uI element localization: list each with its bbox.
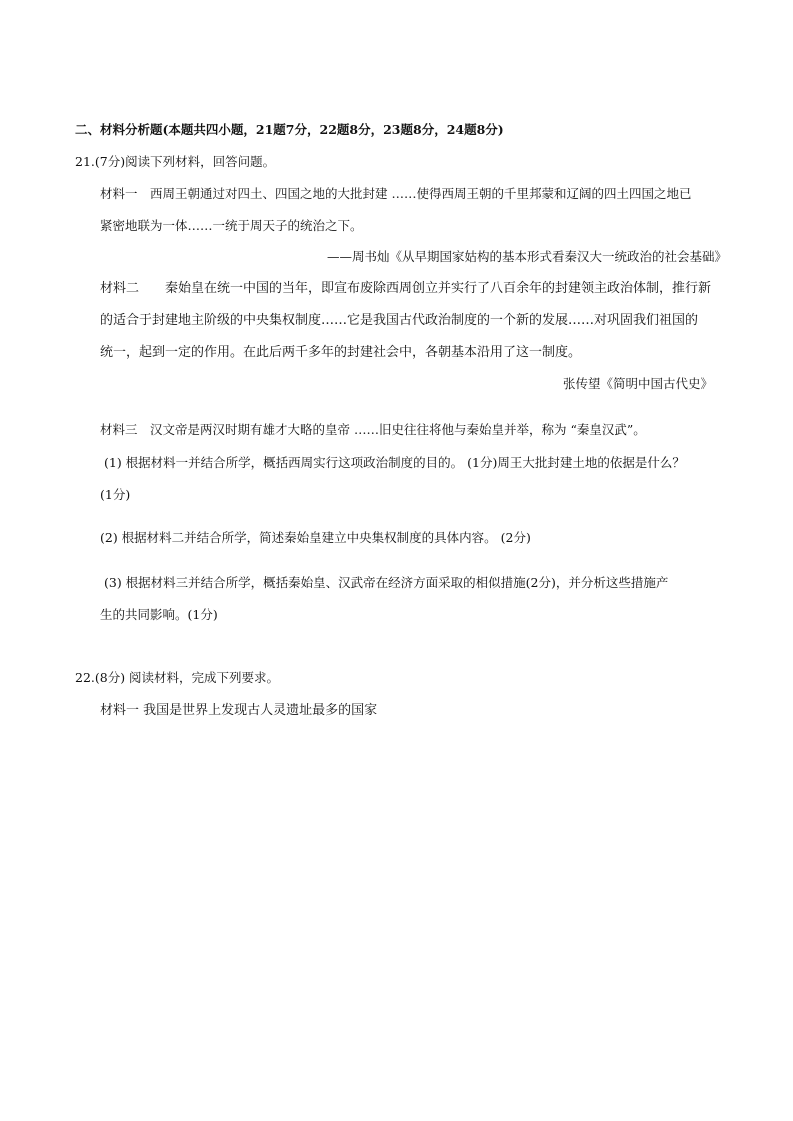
q21-sub1-line2: (1分) (100, 487, 131, 502)
q21-sub2-line1: (2) 根据材料二并结合所学，简述秦始皇建立中央集权制度的具体内容。 (2分) (100, 530, 531, 545)
q22-intro: 22.(8分) 阅读材料，完成下列要求。 (75, 670, 280, 685)
q21-m2-line2: 的适合于封建地主阶级的中央集权制度……它是我国古代政治制度的一个新的发展……对巩固我们祖国的 (100, 313, 699, 328)
q22-m1-line1: 材料一 我国是世界上发现古人灵遗址最多的国家 (100, 703, 378, 718)
q21-m1-line2: 紧密地联为一体……一统于周天子的统治之下。 (100, 218, 363, 233)
q21-sub3-line2: 生的共同影响。(1分) (100, 607, 218, 622)
q21-m2-line3: 统一，起到一定的作用。在此后两千多年的封建社会中，各朝基本沿用了这一制度。 (100, 345, 582, 360)
q21-intro: 21.(7分)阅读下列材料，回答问题。 (75, 154, 276, 169)
q21-m1-source: ——周书灿《从早期国家姑构的基本形式看秦汉大一统政治的社会基础》 (326, 249, 727, 264)
section-heading: 二、材料分析题(本题共四小题，21题7分，22题8分，23题8分，24题8分) (75, 122, 504, 137)
q21-m1-line1: 材料一 西周王朝通过对四土、四国之地的大批封建 ……使得西周王朝的千里邦蒙和辽阔的四土四国之地已 (100, 186, 692, 201)
q21-sub3-line1: (3) 根据材料三并结合所学，概括秦始皇、汉武帝在经济方面采取的相似措施(2分)，并分析这些措施产 (104, 575, 669, 590)
q21-m3-line1: 材料三 汉文帝是两汉时期有雄才大略的皇帝 ……旧史往往将他与秦始皇并举，称为 “秦皇汉武”。 (100, 422, 646, 437)
q21-m2-line1: 材料二 秦始皇在统一中国的当年，即宣布废除西周创立并实行了八百余年的封建领主政治体制，推行新 (100, 281, 712, 296)
q21-sub1-line1: (1) 根据材料一并结合所学，概括西周实行这项政治制度的目的。 (1分)周王大批封建土地的依据是什么？ (104, 455, 685, 470)
q21-m2-source: 张传望《简明中国古代史》 (562, 376, 713, 391)
